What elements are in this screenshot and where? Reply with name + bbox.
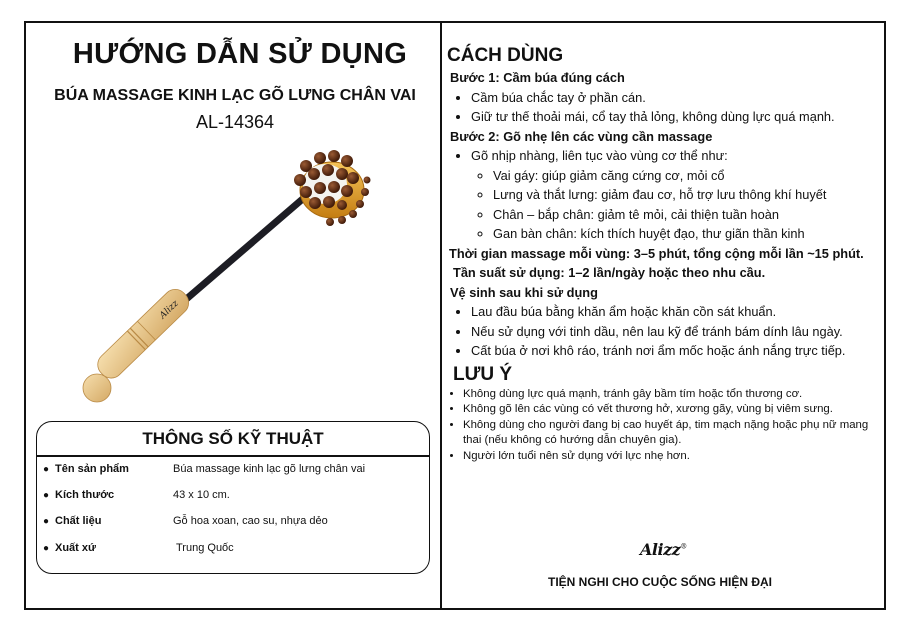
list-item: • Nếu sử dụng với tinh dầu, nên lau kỹ để tránh bám dính lâu ngày.	[471, 322, 882, 342]
spec-label: Chất liệu	[55, 515, 102, 527]
brand-logo	[640, 540, 687, 559]
product-code: AL-14364	[195, 112, 275, 132]
spec-value: 43 x 10 cm.	[173, 489, 230, 501]
list-item: ◦ Vai gáy: giúp giảm căng cứng cơ, mỏi cổ	[493, 166, 882, 186]
brand-slogan: TIỆN NGHI CHO CUỘC SỐNG HIỆN ĐẠI	[547, 575, 772, 589]
list-item: • Cầm búa chắc tay ở phần cán.	[471, 88, 882, 108]
step2-intro: Gõ nhịp nhàng, liên tục vào vùng cơ thể như:	[471, 148, 728, 163]
spec-title: THÔNG SỐ KỸ THUẬT	[142, 429, 324, 448]
spec-row-material	[37, 515, 429, 537]
spec-label: Kích thước	[55, 489, 115, 501]
step1-list	[447, 88, 882, 127]
spec-row-origin	[37, 542, 429, 564]
body-areas-list	[471, 166, 882, 244]
list-item: • Không dùng lực quá mạnh, tránh gây bầm tím hoặc tổn thương cơ.	[463, 387, 882, 403]
list-item: • Không dùng cho người đang bị cao huyết áp, tim mạch nặng hoặc phụ nữ mang thai (nếu không có hướng dẫn chuyên gia).	[463, 418, 882, 449]
bullet-icon: ●	[43, 516, 50, 527]
cleaning-title: Vệ sinh sau khi sử dụng	[450, 284, 598, 300]
list-item: ◦ Chân – bắp chân: giảm tê mỏi, cải thiện tuần hoàn	[493, 205, 882, 225]
spec-box	[36, 421, 430, 574]
notes-heading: LƯU Ý	[453, 363, 513, 385]
list-item: • Giữ tư thế thoải mái, cổ tay thả lỏng, không dùng lực quá mạnh.	[471, 107, 882, 127]
spec-label: Tên sản phẩm	[55, 463, 129, 475]
list-item: ◦ Lưng và thắt lưng: giảm đau cơ, hỗ trợ lưu thông khí huyết	[493, 185, 882, 205]
hammer-head	[294, 150, 371, 226]
hammer-handle	[93, 284, 194, 383]
spec-value: Trung Quốc	[176, 542, 234, 554]
product-name: BÚA MASSAGE KINH LẠC GÕ LƯNG CHÂN VAI	[54, 87, 416, 104]
handle-knob	[83, 374, 111, 402]
step2-list	[447, 146, 882, 244]
massage-hammer-image	[70, 132, 380, 412]
bullet-icon: ●	[43, 490, 50, 501]
instructions-panel	[447, 44, 882, 464]
spec-label: Xuất xứ	[55, 542, 96, 554]
logo-text: Alizz	[640, 540, 681, 559]
spec-value: Búa massage kinh lạc gõ lưng chân vai	[173, 463, 366, 475]
list-item: • Cất búa ở nơi khô ráo, tránh nơi ẩm mốc hoặc ánh nắng trực tiếp.	[471, 341, 882, 361]
registered-mark: ®	[680, 542, 687, 551]
page-title: HƯỚNG DẪN SỬ DỤNG	[72, 38, 408, 70]
spec-row-size	[37, 489, 429, 511]
list-item: • Lau đầu búa bằng khăn ẩm hoặc khăn cồn sát khuẩn.	[471, 302, 882, 322]
spec-title-rule	[37, 455, 429, 457]
cleaning-list	[447, 302, 882, 361]
bullet-icon: ●	[43, 464, 50, 475]
usage-heading: CÁCH DÙNG	[447, 45, 564, 66]
step2-title: Bước 2: Gõ nhẹ lên các vùng cần massage	[450, 128, 713, 144]
spec-row-name	[37, 463, 429, 485]
usage-frequency: Tần suất sử dụng: 1–2 lần/ngày hoặc theo nhu cầu.	[453, 265, 766, 280]
bullet-icon: ●	[43, 543, 50, 554]
list-item: • Người lớn tuổi nên sử dụng với lực nhẹ hơn.	[463, 449, 882, 465]
handle-brand: Alizz	[158, 298, 181, 322]
notes-list	[447, 387, 882, 465]
column-divider	[440, 21, 442, 610]
list-item	[471, 146, 882, 244]
list-item: ◦ Gan bàn chân: kích thích huyệt đạo, thư giãn thần kinh	[493, 224, 882, 244]
spec-value: Gỗ hoa xoan, cao su, nhựa dẻo	[173, 515, 328, 527]
list-item: • Không gõ lên các vùng có vết thương hở, xương gãy, vùng bị viêm sưng.	[463, 402, 882, 418]
massage-time: Thời gian massage mỗi vùng: 3–5 phút, tổng cộng mỗi lần ~15 phút.	[449, 245, 864, 261]
step1-title: Bước 1: Cầm búa đúng cách	[450, 70, 625, 85]
